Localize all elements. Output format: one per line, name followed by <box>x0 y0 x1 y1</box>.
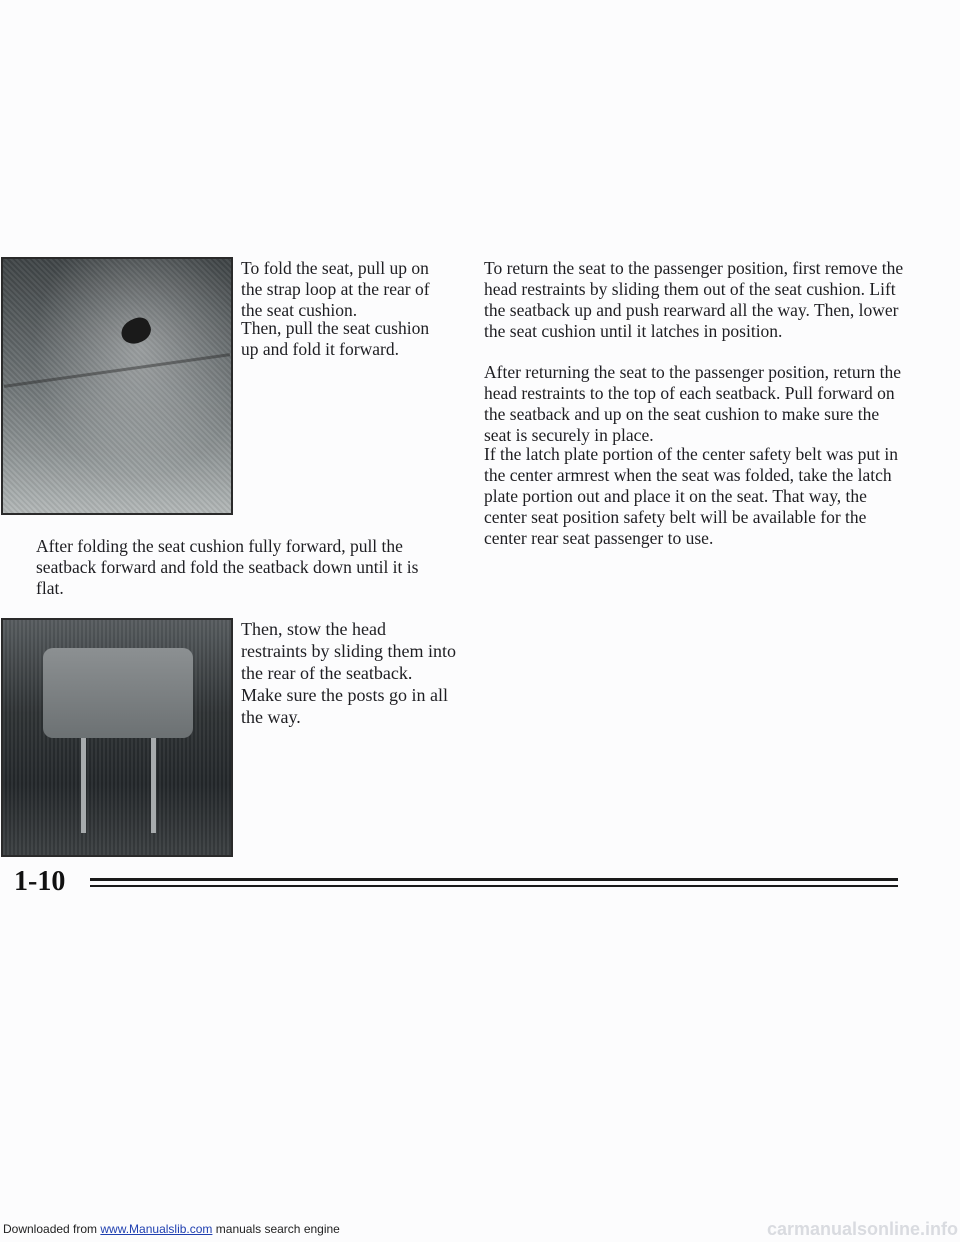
return-restraints-paragraph: After returning the seat to the passenger position, return the head restraints to the top of each seatback. Pull forward on the seatback and up on the seat cushion to make sure the seat is securely in place. <box>484 362 901 445</box>
head-restraint <box>43 648 193 738</box>
restraint-post-left <box>81 738 86 833</box>
footer-rule-thin <box>90 885 898 887</box>
stow-restraints-instruction: Then, stow the head restraints by sliding them into the rear of the seatback. Make sure the posts go in all the way. <box>241 619 456 727</box>
footer-rule <box>90 878 898 881</box>
seat-cushion-strap-photo <box>1 257 233 515</box>
footer-suffix: manuals search engine <box>212 1222 340 1236</box>
fold-cushion-instruction: Then, pull the seat cushion up and fold it forward. <box>241 318 430 359</box>
footer-prefix: Downloaded from <box>3 1222 101 1236</box>
latch-plate-paragraph: If the latch plate portion of the center safety belt was put in the center armrest when the seat was folded, take the latch plate portion out and place it on the seat. That way, the center seat position safety belt will be available for the center rear seat passenger to use. <box>484 444 899 548</box>
restraint-post-right <box>151 738 156 833</box>
seat-seam <box>4 353 230 388</box>
page-number: 1-10 <box>14 866 66 897</box>
watermark: carmanualsonline.info <box>766 1219 958 1239</box>
head-restraint-photo <box>1 618 233 857</box>
download-footer <box>3 1222 340 1236</box>
return-seat-paragraph: To return the seat to the passenger position, first remove the head restraints by sliding them out of the seat cushion. Lift the seatback up and push rearward all the way. Then, lower the seat cushion until it latches in position. <box>484 258 904 341</box>
fold-seatback-paragraph: After folding the seat cushion fully forward, pull the seatback forward and fold the seatback down until it is flat. <box>36 536 419 598</box>
strap-loop <box>117 314 154 348</box>
manualslib-link[interactable]: www.Manualslib.com <box>100 1222 213 1236</box>
fold-seat-instruction: To fold the seat, pull up on the strap loop at the rear of the seat cushion. <box>241 258 430 320</box>
